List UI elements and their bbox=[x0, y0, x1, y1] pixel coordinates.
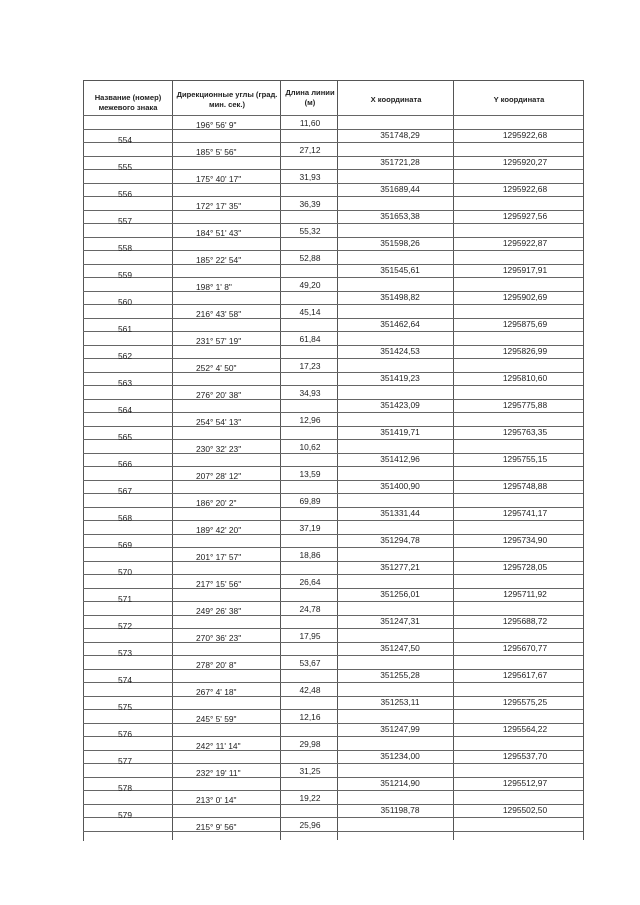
cell-length: 26,64 bbox=[299, 577, 321, 587]
cell-length: 34,93 bbox=[299, 388, 321, 398]
cell-point-name: 566 bbox=[118, 459, 132, 469]
cell-y: 1295748,88 bbox=[502, 481, 548, 491]
cell-angle: 278° 20' 8" bbox=[196, 660, 237, 670]
grid-hline bbox=[83, 169, 583, 170]
grid-hline bbox=[83, 682, 583, 683]
cell-x: 351721,28 bbox=[380, 157, 420, 167]
grid-hline bbox=[83, 412, 583, 413]
cell-length: 36,39 bbox=[299, 199, 321, 209]
grid-hline bbox=[83, 196, 583, 197]
cell-x: 351214,90 bbox=[380, 778, 420, 788]
cell-point-name: 567 bbox=[118, 486, 132, 496]
cell-length: 12,96 bbox=[299, 415, 321, 425]
cell-y: 1295922,68 bbox=[502, 130, 548, 140]
cell-length: 45,14 bbox=[299, 307, 321, 317]
cell-length: 49,20 bbox=[299, 280, 321, 290]
cell-length: 61,84 bbox=[299, 334, 321, 344]
grid-hline bbox=[83, 817, 583, 818]
cell-length: 17,95 bbox=[299, 631, 321, 641]
cell-point-name: 572 bbox=[118, 621, 132, 631]
grid-hline bbox=[83, 493, 583, 494]
cell-y: 1295775,88 bbox=[502, 400, 548, 410]
cell-length: 13,59 bbox=[299, 469, 321, 479]
cell-point-name: 568 bbox=[118, 513, 132, 523]
cell-y: 1295763,35 bbox=[502, 427, 548, 437]
cell-length: 25,96 bbox=[299, 820, 321, 830]
grid-hline bbox=[83, 547, 583, 548]
cell-length: 12,16 bbox=[299, 712, 321, 722]
cell-angle: 254° 54' 13" bbox=[196, 417, 242, 427]
header-name: Название (номер) межевого знака bbox=[94, 93, 162, 112]
cell-angle: 267° 4' 18" bbox=[196, 687, 237, 697]
cell-x: 351234,00 bbox=[380, 751, 420, 761]
cell-x: 351498,82 bbox=[380, 292, 420, 302]
cell-y: 1295922,68 bbox=[502, 184, 548, 194]
cell-point-name: 558 bbox=[118, 243, 132, 253]
cell-length: 17,23 bbox=[299, 361, 321, 371]
cell-y: 1295810,60 bbox=[502, 373, 548, 383]
header-divider bbox=[83, 115, 583, 116]
cell-point-name: 573 bbox=[118, 648, 132, 658]
cell-length: 42,48 bbox=[299, 685, 321, 695]
cell-angle: 217° 15' 56" bbox=[196, 579, 242, 589]
cell-x: 351247,50 bbox=[380, 643, 420, 653]
cell-point-name: 575 bbox=[118, 702, 132, 712]
cell-y: 1295537,70 bbox=[502, 751, 548, 761]
cell-x: 351424,53 bbox=[380, 346, 420, 356]
cell-y: 1295875,69 bbox=[502, 319, 548, 329]
grid-hline bbox=[83, 574, 583, 575]
cell-y: 1295502,50 bbox=[502, 805, 548, 815]
grid-vline bbox=[453, 80, 454, 840]
cell-x: 351462,64 bbox=[380, 319, 420, 329]
cell-length: 27,12 bbox=[299, 145, 321, 155]
cell-x: 351598,26 bbox=[380, 238, 420, 248]
header-length: Длина линии (м) bbox=[285, 88, 335, 107]
cell-point-name: 565 bbox=[118, 432, 132, 442]
cell-x: 351689,44 bbox=[380, 184, 420, 194]
cell-angle: 198° 1' 8" bbox=[196, 282, 232, 292]
grid-hline bbox=[83, 250, 583, 251]
cell-angle: 185° 5' 56" bbox=[196, 147, 237, 157]
cell-y: 1295575,25 bbox=[502, 697, 548, 707]
cell-point-name: 560 bbox=[118, 297, 132, 307]
cell-x: 351253,11 bbox=[380, 697, 420, 707]
grid-hline bbox=[83, 304, 583, 305]
cell-length: 19,22 bbox=[299, 793, 321, 803]
grid-hline bbox=[83, 601, 583, 602]
cell-angle: 207° 28' 12" bbox=[196, 471, 242, 481]
cell-y: 1295728,05 bbox=[502, 562, 548, 572]
cell-angle: 242° 11' 14" bbox=[196, 741, 241, 751]
cell-point-name: 578 bbox=[118, 783, 132, 793]
cell-angle: 184° 51' 43" bbox=[196, 228, 242, 238]
grid-vline bbox=[337, 80, 338, 840]
cell-angle: 215° 9' 56" bbox=[196, 822, 237, 832]
cell-point-name: 556 bbox=[118, 189, 132, 199]
cell-angle: 186° 20' 2" bbox=[196, 498, 237, 508]
cell-length: 52,88 bbox=[299, 253, 321, 263]
grid-hline bbox=[83, 223, 583, 224]
cell-point-name: 561 bbox=[118, 324, 132, 334]
cell-length: 69,89 bbox=[299, 496, 321, 506]
grid-hline bbox=[83, 790, 583, 791]
grid-hline bbox=[83, 466, 583, 467]
cell-x: 351419,23 bbox=[380, 373, 420, 383]
cell-length: 29,98 bbox=[299, 739, 321, 749]
cell-angle: 216° 43' 58" bbox=[196, 309, 242, 319]
cell-angle: 252° 4' 50" bbox=[196, 363, 237, 373]
cell-point-name: 555 bbox=[118, 162, 132, 172]
cell-x: 351247,99 bbox=[380, 724, 420, 734]
cell-length: 31,25 bbox=[299, 766, 321, 776]
cell-angle: 189° 42' 20" bbox=[196, 525, 242, 535]
grid-hline bbox=[83, 831, 583, 832]
cell-y: 1295617,67 bbox=[502, 670, 548, 680]
cell-y: 1295927,56 bbox=[502, 211, 548, 221]
cell-point-name: 564 bbox=[118, 405, 132, 415]
cell-y: 1295917,91 bbox=[502, 265, 548, 275]
grid-vline bbox=[172, 80, 173, 840]
cell-point-name: 576 bbox=[118, 729, 132, 739]
cell-angle: 270° 36' 23" bbox=[196, 633, 242, 643]
grid-hline bbox=[83, 142, 583, 143]
cell-y: 1295711,92 bbox=[503, 589, 547, 599]
cell-y: 1295564,22 bbox=[502, 724, 548, 734]
cell-angle: 230° 32' 23" bbox=[196, 444, 242, 454]
grid-hline bbox=[83, 655, 583, 656]
cell-x: 351423,09 bbox=[380, 400, 420, 410]
cell-x: 351419,71 bbox=[380, 427, 420, 437]
cell-angle: 172° 17' 35" bbox=[196, 201, 242, 211]
cell-point-name: 577 bbox=[118, 756, 132, 766]
grid-hline bbox=[83, 358, 583, 359]
cell-point-name: 569 bbox=[118, 540, 132, 550]
cell-angle: 196° 56' 9" bbox=[196, 120, 237, 130]
cell-angle: 175° 40' 17" bbox=[196, 174, 242, 184]
cell-point-name: 562 bbox=[118, 351, 132, 361]
cell-length: 31,93 bbox=[299, 172, 321, 182]
cell-point-name: 570 bbox=[118, 567, 132, 577]
cell-y: 1295920,27 bbox=[502, 157, 548, 167]
header-x: X координата bbox=[370, 95, 422, 104]
grid-hline bbox=[83, 385, 583, 386]
cell-length: 53,67 bbox=[299, 658, 321, 668]
cell-angle: 231° 57' 19" bbox=[196, 336, 242, 346]
cell-x: 351247,31 bbox=[380, 616, 420, 626]
cell-x: 351277,21 bbox=[380, 562, 420, 572]
cell-y: 1295902,69 bbox=[502, 292, 548, 302]
cell-point-name: 554 bbox=[118, 135, 132, 145]
cell-point-name: 579 bbox=[118, 810, 132, 820]
cell-x: 351294,78 bbox=[380, 535, 420, 545]
grid-hline bbox=[83, 277, 583, 278]
cell-x: 351400,90 bbox=[380, 481, 420, 491]
cell-y: 1295922,87 bbox=[502, 238, 548, 248]
header-angle: Дирекционные углы (град. мин. сек.) bbox=[176, 90, 278, 109]
cell-x: 351331,44 bbox=[380, 508, 420, 518]
cell-y: 1295755,15 bbox=[502, 454, 548, 464]
cell-angle: 249° 26' 38" bbox=[196, 606, 242, 616]
cell-length: 10,62 bbox=[299, 442, 321, 452]
cell-x: 351255,28 bbox=[380, 670, 420, 680]
cell-point-name: 574 bbox=[118, 675, 132, 685]
header-y: Y координата bbox=[493, 95, 545, 104]
cell-y: 1295734,90 bbox=[502, 535, 548, 545]
cell-length: 55,32 bbox=[299, 226, 321, 236]
cell-angle: 185° 22' 54" bbox=[196, 255, 242, 265]
cell-angle: 201° 17' 57" bbox=[196, 552, 242, 562]
grid-hline bbox=[83, 439, 583, 440]
grid-hline bbox=[83, 763, 583, 764]
cell-length: 24,78 bbox=[299, 604, 321, 614]
cell-point-name: 563 bbox=[118, 378, 132, 388]
grid-hline bbox=[83, 520, 583, 521]
grid-hline bbox=[83, 736, 583, 737]
grid-hline bbox=[83, 709, 583, 710]
cell-point-name: 559 bbox=[118, 270, 132, 280]
cell-x: 351653,38 bbox=[380, 211, 420, 221]
cell-length: 11,60 bbox=[299, 118, 321, 128]
cell-x: 351256,01 bbox=[380, 589, 420, 599]
cell-length: 18,86 bbox=[299, 550, 321, 560]
cell-angle: 276° 20' 38" bbox=[196, 390, 242, 400]
cell-y: 1295670,77 bbox=[502, 643, 548, 653]
grid-vline bbox=[583, 80, 584, 840]
cell-angle: 213° 0' 14" bbox=[196, 795, 237, 805]
cell-x: 351545,61 bbox=[380, 265, 420, 275]
cell-y: 1295741,17 bbox=[502, 508, 548, 518]
cell-y: 1295512,97 bbox=[502, 778, 548, 788]
cell-point-name: 571 bbox=[118, 594, 132, 604]
grid-hline bbox=[83, 331, 583, 332]
cell-x: 351748,29 bbox=[380, 130, 420, 140]
cell-y: 1295688,72 bbox=[502, 616, 548, 626]
cell-x: 351412,96 bbox=[380, 454, 420, 464]
cell-y: 1295826,99 bbox=[502, 346, 548, 356]
grid-hline bbox=[83, 628, 583, 629]
cell-point-name: 557 bbox=[118, 216, 132, 226]
grid-vline bbox=[280, 80, 281, 840]
cell-x: 351198,78 bbox=[380, 805, 420, 815]
cell-angle: 245° 5' 59" bbox=[196, 714, 237, 724]
cell-angle: 232° 19' 11" bbox=[196, 768, 241, 778]
cell-length: 37,19 bbox=[299, 523, 321, 533]
